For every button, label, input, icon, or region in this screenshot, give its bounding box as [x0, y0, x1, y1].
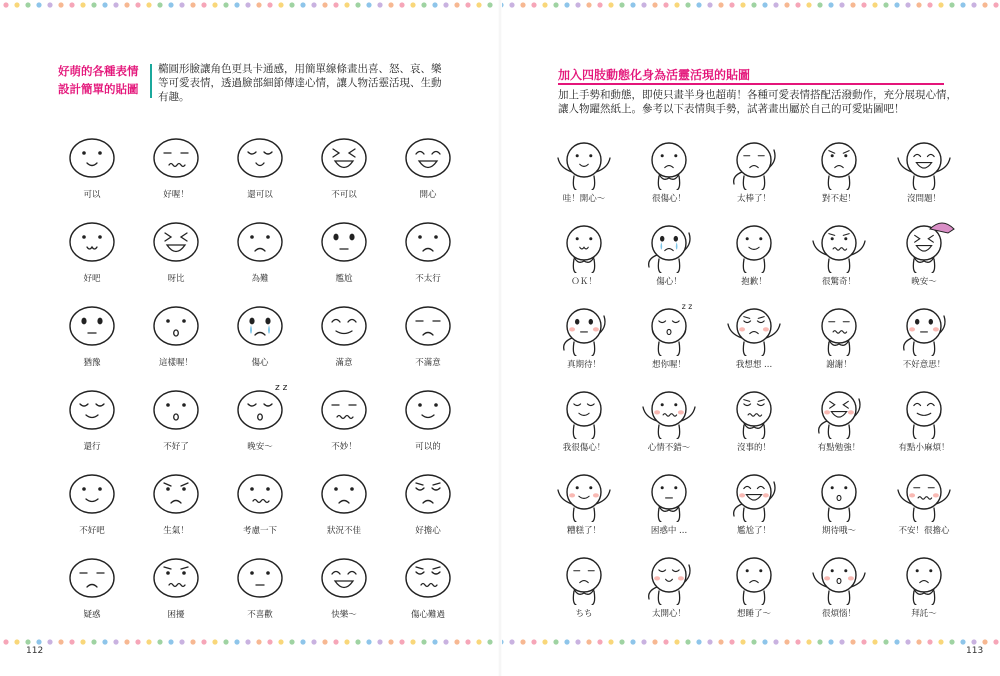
face-label: 很傷心！	[651, 194, 686, 204]
face-label: 抱歉！	[741, 277, 767, 287]
gesture-figure-icon	[714, 452, 794, 522]
emotion-face-icon	[52, 452, 132, 522]
emotion-face-cell	[136, 452, 216, 536]
gesture-figure-icon	[884, 369, 964, 439]
gesture-figure-icon	[714, 369, 794, 439]
page-number-right: 113	[966, 646, 984, 656]
face-label: 拜託～	[911, 609, 937, 619]
emotion-face-cell	[220, 368, 300, 452]
face-label: 為難	[251, 274, 269, 284]
emotion-face-icon	[136, 536, 216, 606]
right-page	[500, 0, 1000, 676]
emotion-face-cell	[136, 536, 216, 620]
face-label: 滿意	[335, 358, 353, 368]
emotion-face-icon	[136, 116, 216, 186]
face-label: 謝謝！	[826, 360, 852, 370]
emotion-face-icon	[136, 284, 216, 354]
emotion-face-cell	[304, 284, 384, 368]
gesture-figure-icon	[714, 203, 794, 273]
emotion-face-icon	[388, 200, 468, 270]
gesture-figure-icon	[714, 535, 794, 605]
face-label: 猶豫	[83, 358, 101, 368]
face-label: 好擔心	[415, 526, 441, 536]
face-label: 不妙！	[331, 442, 357, 452]
gesture-figure-cell	[544, 535, 624, 619]
emotion-face-icon	[388, 284, 468, 354]
gesture-figure-icon	[544, 369, 624, 439]
gesture-figure-cell	[799, 535, 879, 619]
emotion-face-icon	[304, 368, 384, 438]
face-label: 不喜歡	[247, 610, 273, 620]
face-label: 這樣喔！	[158, 358, 193, 368]
face-label: 好喔！	[163, 190, 189, 200]
emotion-face-icon	[220, 116, 300, 186]
face-label: 不滿意	[415, 358, 441, 368]
gesture-figure-icon	[884, 203, 964, 273]
gesture-figure-icon	[629, 286, 709, 356]
page-number-left: 112	[26, 646, 44, 656]
emotion-face-cell	[388, 368, 468, 452]
face-label: 不太行	[415, 274, 441, 284]
emotion-face-icon	[52, 368, 132, 438]
left-section-title	[58, 62, 144, 98]
face-label: 不好吧	[79, 526, 105, 536]
emotion-face-cell	[136, 116, 216, 200]
face-label: 沒問題！	[906, 194, 941, 204]
gesture-figure-cell	[629, 452, 709, 536]
emotion-face-icon	[304, 452, 384, 522]
emotion-face-icon	[388, 368, 468, 438]
gesture-figure-icon	[799, 369, 879, 439]
face-label: 太開心！	[651, 609, 686, 619]
emotion-face-cell	[52, 200, 132, 284]
gesture-figure-cell	[714, 120, 794, 204]
face-label: 心情不錯～	[647, 443, 691, 453]
emotion-face-icon	[388, 452, 468, 522]
gesture-figure-icon	[629, 369, 709, 439]
gesture-figure-cell	[884, 452, 964, 536]
face-label: 還行	[83, 442, 101, 452]
face-label: 不可以	[331, 190, 357, 200]
face-label: 狀況不佳	[326, 526, 361, 536]
emotion-face-cell	[136, 368, 216, 452]
gesture-figure-cell	[884, 369, 964, 453]
emotion-face-icon	[304, 284, 384, 354]
face-label: ＯＫ！	[571, 277, 597, 287]
gesture-figure-icon	[799, 286, 879, 356]
emotion-face-cell	[136, 200, 216, 284]
face-label: 生氣！	[163, 526, 189, 536]
emotion-face-icon	[52, 284, 132, 354]
emotion-face-cell	[304, 368, 384, 452]
face-label: 困擾	[167, 610, 185, 620]
emotion-face-icon	[136, 452, 216, 522]
emotion-face-icon	[220, 368, 300, 438]
gesture-figure-icon	[799, 535, 879, 605]
emotion-face-cell	[388, 536, 468, 620]
face-label: 真期待！	[566, 360, 601, 370]
face-label: 很煩惱！	[821, 609, 856, 619]
gesture-figure-cell	[799, 120, 879, 204]
emotion-face-cell	[388, 116, 468, 200]
gesture-figure-cell	[799, 452, 879, 536]
face-label: ちち	[575, 609, 593, 619]
emotion-face-icon	[52, 536, 132, 606]
gesture-figure-icon	[629, 452, 709, 522]
emotion-face-cell	[52, 284, 132, 368]
gesture-figure-cell	[714, 535, 794, 619]
emotion-face-icon	[388, 536, 468, 606]
face-label: 尷尬了！	[736, 526, 771, 536]
emotion-face-cell	[52, 368, 132, 452]
gesture-figure-icon	[544, 452, 624, 522]
gesture-figure-icon	[799, 120, 879, 190]
gesture-figure-cell	[714, 286, 794, 370]
emotion-face-cell	[52, 536, 132, 620]
emotion-face-icon	[136, 200, 216, 270]
face-label: 還可以	[247, 190, 273, 200]
gesture-figure-cell	[629, 535, 709, 619]
emotion-face-cell	[388, 452, 468, 536]
face-label: 太棒了！	[736, 194, 771, 204]
face-label: 不安！很擔心	[898, 526, 950, 536]
gesture-figure-cell	[544, 120, 624, 204]
face-label: 晚安～	[247, 442, 273, 452]
gesture-figure-cell	[544, 286, 624, 370]
gesture-figure-cell	[629, 369, 709, 453]
gesture-figure-icon	[629, 203, 709, 273]
left-title-line1: 好萌的各種表情	[58, 64, 139, 78]
right-section-title: 加入四肢動態化身為活靈活現的貼圖	[558, 68, 751, 82]
face-label: 可以的	[415, 442, 441, 452]
face-label: 我很傷心！	[562, 443, 606, 453]
emotion-face-icon	[220, 200, 300, 270]
face-label: 困惑中 ...	[650, 526, 688, 536]
gesture-figure-icon	[629, 535, 709, 605]
face-label: 有點小麻煩！	[898, 443, 950, 453]
gesture-figure-cell	[799, 369, 879, 453]
gesture-figure-icon	[884, 535, 964, 605]
face-label: 晚安～	[911, 277, 937, 287]
gesture-figure-icon	[544, 535, 624, 605]
face-label: 不好意思！	[902, 360, 946, 370]
face-label: 想你喔！	[651, 360, 686, 370]
gesture-figure-cell	[884, 286, 964, 370]
emotion-face-icon	[388, 116, 468, 186]
face-label: 尷尬	[335, 274, 353, 284]
emotion-face-icon	[220, 452, 300, 522]
gesture-figure-icon	[884, 120, 964, 190]
face-label: 我想想 ...	[735, 360, 773, 370]
face-label: 開心	[419, 190, 437, 200]
svg-text:z z: z z	[275, 383, 288, 393]
title-underline	[558, 83, 944, 85]
emotion-face-cell	[136, 284, 216, 368]
title-divider	[150, 64, 152, 98]
face-label: 呀比	[167, 274, 185, 284]
gesture-figure-icon	[544, 120, 624, 190]
emotion-face-icon	[52, 116, 132, 186]
emotion-face-cell	[304, 116, 384, 200]
face-label: 很驚奇！	[821, 277, 856, 287]
emotion-face-cell	[304, 452, 384, 536]
emotion-face-cell	[220, 116, 300, 200]
face-label: 沒事的！	[736, 443, 771, 453]
gesture-figure-cell	[714, 203, 794, 287]
face-label: 可以	[83, 190, 101, 200]
face-label: 哇！開心～	[562, 194, 606, 204]
left-title-line2: 設計簡單的貼圖	[58, 82, 139, 96]
gesture-figure-cell	[629, 286, 709, 370]
gesture-figure-cell	[884, 120, 964, 204]
emotion-face-icon	[304, 116, 384, 186]
emotion-face-cell	[388, 200, 468, 284]
gesture-figure-cell	[714, 369, 794, 453]
gesture-figure-cell	[544, 203, 624, 287]
emotion-face-cell	[304, 200, 384, 284]
face-label: 傷心	[251, 358, 269, 368]
emotion-face-icon	[304, 200, 384, 270]
face-label: 想睡了～	[736, 609, 771, 619]
gesture-figure-icon	[544, 286, 624, 356]
gesture-figure-icon	[799, 203, 879, 273]
face-label: 對不起！	[821, 194, 856, 204]
emotion-face-cell	[388, 284, 468, 368]
gesture-figure-icon	[629, 120, 709, 190]
emotion-face-cell	[220, 200, 300, 284]
emotion-face-icon	[220, 284, 300, 354]
gesture-figure-icon	[884, 452, 964, 522]
left-intro-text: 橢圓形臉讓角色更具卡通感，用簡單線條畫出喜、怒、哀、樂等可愛表情，透過臉部細節傳達心情，讓人物活靈活現、生動有趣。	[158, 63, 442, 103]
emotion-face-cell	[304, 536, 384, 620]
emotion-face-icon	[52, 200, 132, 270]
face-label: 傷心！	[656, 277, 682, 287]
emotion-face-icon	[304, 536, 384, 606]
face-label: 有點勉強！	[817, 443, 861, 453]
face-label: 快樂～	[331, 610, 357, 620]
emotion-face-icon	[136, 368, 216, 438]
gesture-figure-icon	[799, 452, 879, 522]
gesture-figure-cell	[544, 452, 624, 536]
face-label: 不好了	[163, 442, 189, 452]
right-intro-text: 加上手勢和動態，即使只畫半身也超萌！各種可愛表情搭配活潑動作，充分展現心情，讓人物躍然紙上。參考以下表情與手勢，試著畫出屬於自己的可愛貼圖吧！	[558, 89, 957, 115]
gesture-figure-cell	[884, 203, 964, 287]
face-label: 考慮一下	[242, 526, 277, 536]
face-label: 期待哦～	[821, 526, 856, 536]
gesture-figure-cell	[714, 452, 794, 536]
emotion-face-cell	[220, 452, 300, 536]
gesture-figure-cell	[799, 203, 879, 287]
gesture-figure-cell	[629, 203, 709, 287]
gesture-figure-icon	[884, 286, 964, 356]
svg-text:z z: z z	[681, 302, 693, 311]
gesture-figure-cell	[629, 120, 709, 204]
face-label: 糟糕了！	[566, 526, 601, 536]
emotion-face-cell	[52, 452, 132, 536]
gesture-figure-icon	[714, 120, 794, 190]
emotion-face-cell	[220, 284, 300, 368]
gesture-figure-cell	[884, 535, 964, 619]
gesture-figure-icon	[544, 203, 624, 273]
gesture-figure-icon	[714, 286, 794, 356]
emotion-face-icon	[220, 536, 300, 606]
face-label: 傷心難過	[410, 610, 445, 620]
emotion-face-cell	[220, 536, 300, 620]
face-label: 好吧	[83, 274, 101, 284]
emotion-face-cell	[52, 116, 132, 200]
gesture-figure-cell	[544, 369, 624, 453]
face-label: 疑惑	[83, 610, 101, 620]
gesture-figure-cell	[799, 286, 879, 370]
